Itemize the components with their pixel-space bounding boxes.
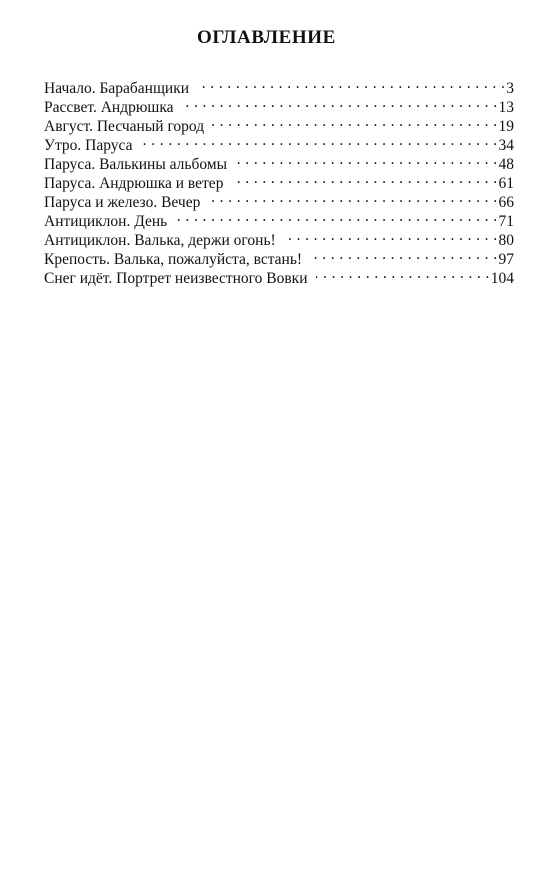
- dot-leader: [212, 112, 497, 131]
- dot-leader: [141, 131, 498, 150]
- toc-entry-title: Август. Песчаный город: [44, 118, 205, 135]
- dot-leader: [208, 188, 497, 207]
- dot-leader: [235, 150, 497, 169]
- toc-entry-title: Утро. Паруса: [44, 137, 133, 154]
- toc-entry-title: Паруса и железо. Вечер: [44, 194, 201, 211]
- toc-entry-page: 3: [506, 80, 514, 97]
- toc-entry-title: Крепость. Валька, пожалуйста, встань!: [44, 251, 303, 268]
- toc-entry-page: 61: [498, 175, 514, 192]
- toc-entry-page: 97: [498, 251, 514, 268]
- toc-entry-page: 34: [498, 137, 514, 154]
- toc-entry: [44, 74, 514, 97]
- toc-entry-title: Рассвет. Андрюшка: [44, 99, 174, 116]
- dot-leader: [182, 93, 498, 112]
- toc-entry-page: 13: [498, 99, 514, 116]
- dot-leader: [231, 169, 497, 188]
- toc-entry-title: Антициклон. Валька, держи огонь!: [44, 232, 276, 249]
- dot-leader: [197, 74, 505, 93]
- toc-entry-page: 19: [498, 118, 514, 135]
- toc-entry-title: Антициклон. День: [44, 213, 168, 230]
- toc-entry-page: 71: [498, 213, 514, 230]
- dot-leader: [316, 264, 490, 283]
- toc-entry-title: Снег идёт. Портрет неизвестного Вовки: [44, 270, 308, 287]
- dot-leader: [175, 207, 497, 226]
- toc-entry-page: 80: [498, 232, 514, 249]
- dot-leader: [284, 226, 498, 245]
- toc-entry-page: 104: [490, 270, 514, 287]
- toc-entry-title: Паруса. Валькины альбомы: [44, 156, 228, 173]
- page-title: ОГЛАВЛЕНИЕ: [197, 27, 336, 48]
- toc-entry-page: 66: [498, 194, 514, 211]
- dot-leader: [310, 245, 497, 264]
- toc-entry-title: Паруса. Андрюшка и ветер: [44, 175, 224, 192]
- toc-entry-page: 48: [498, 156, 514, 173]
- table-of-contents: [44, 74, 514, 287]
- toc-entry-title: Начало. Барабанщики: [44, 80, 190, 97]
